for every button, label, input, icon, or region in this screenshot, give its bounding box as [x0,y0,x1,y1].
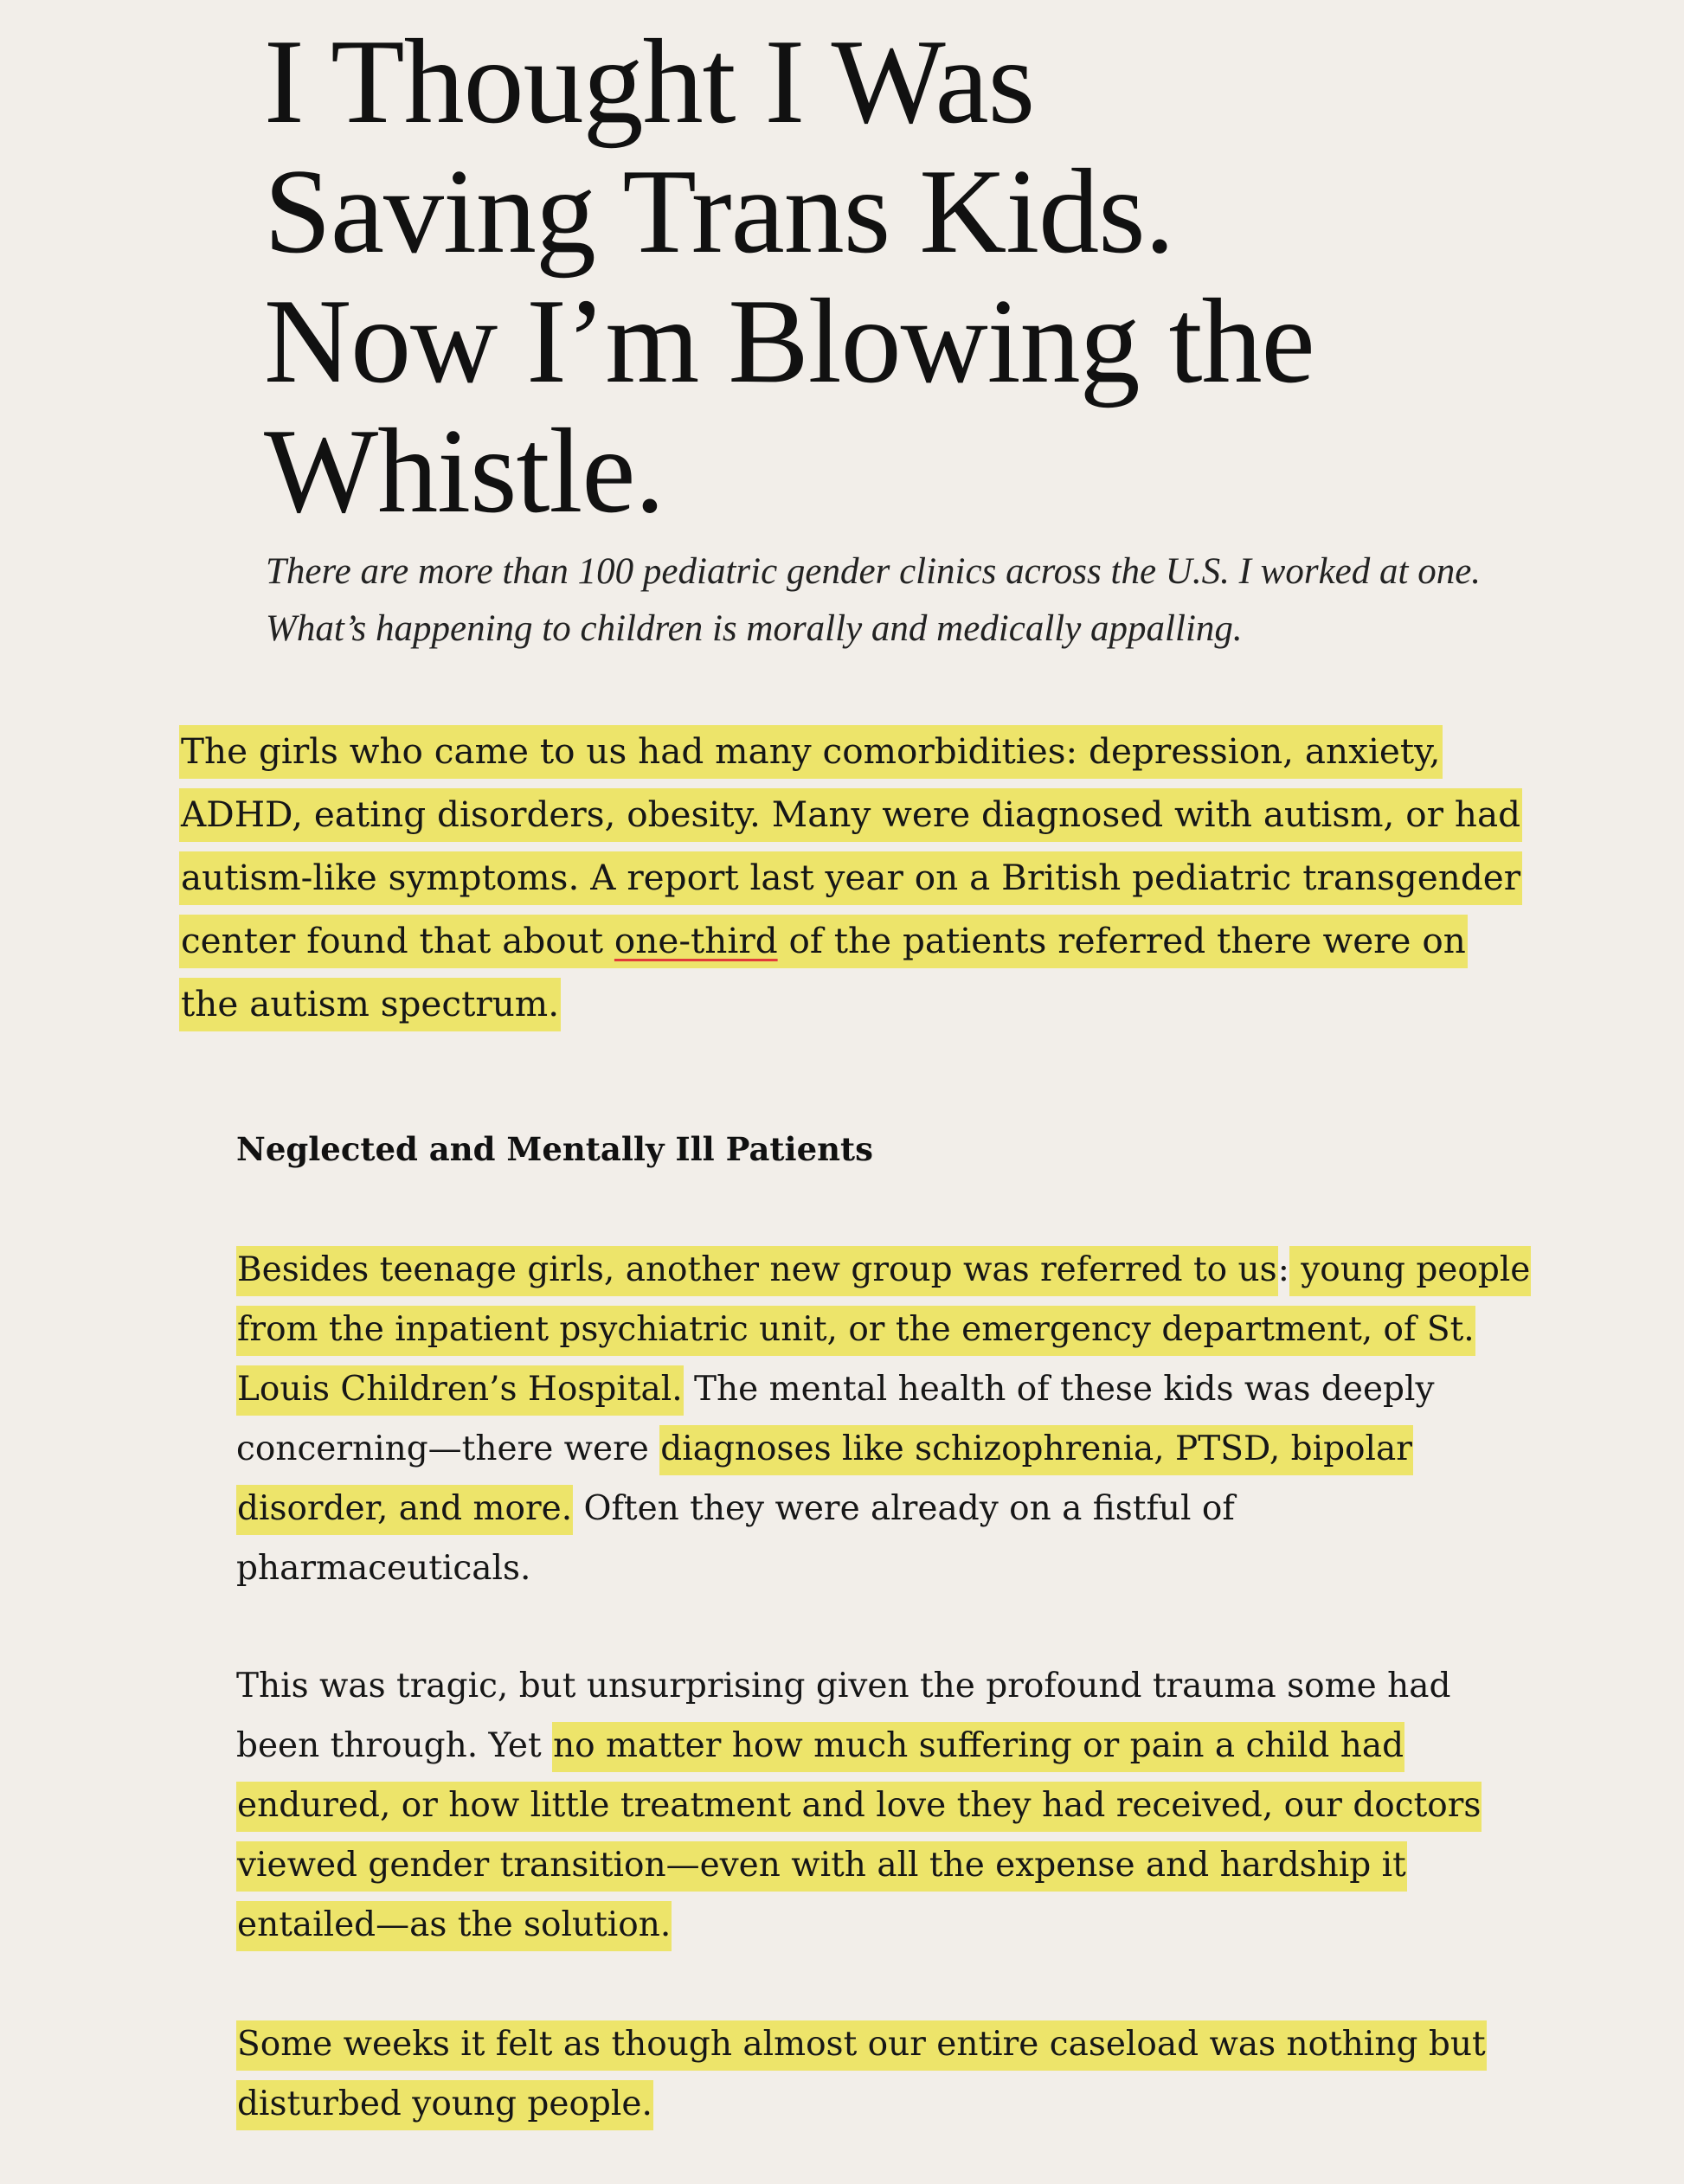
paragraph-line [236,1835,1482,1895]
text-run: center found that about [181,920,614,961]
paragraph-line [179,846,1522,909]
highlighted-text: Some weeks it felt as though almost our entire caseload was nothing but [236,2020,1487,2071]
headline-line: Now I’m Blowing the [264,274,1314,408]
paragraph-line [236,1419,1531,1479]
paragraph-line [236,2014,1487,2074]
highlighted-text [179,915,1468,968]
text-run: concerning—there were [236,1429,660,1468]
one-third-link[interactable]: one-third [614,920,778,961]
text-run: : [1277,1250,1289,1289]
text-run: Often they were already on a fistful of [573,1489,1235,1528]
headline-line: I Thought I Was [264,15,1035,149]
highlighted-text: disorder, and more. [236,1485,573,1535]
highlighted-text: Louis Children’s Hospital. [236,1365,684,1416]
highlighted-text: ADHD, eating disorders, obesity. Many were diagnosed with autism, or had [179,788,1522,842]
subheadline-line: What’s happening to children is morally and medically appalling. [266,608,1243,649]
text-run: been through. Yet [236,1726,553,1765]
highlighted-text: entailed—as the solution. [236,1901,672,1951]
highlighted-text: The girls who came to us had many comorbidities: depression, anxiety, [179,725,1443,779]
section-heading: Neglected and Mentally Ill Patients [236,1130,873,1168]
text-run: of the patients referred there were on [777,920,1466,961]
body-paragraph [236,1656,1482,1955]
highlighted-text: endured, or how little treatment and love they had received, our doctors [236,1782,1482,1832]
body-paragraph [236,1240,1531,1598]
highlighted-text: from the inpatient psychiatric unit, or the emergency department, of St. [236,1306,1475,1356]
headline-line: Whistle. [264,404,665,538]
intro-paragraph [179,720,1522,1036]
highlighted-text: disturbed young people. [236,2080,653,2130]
highlighted-text: autism-like symptoms. A report last year on a British pediatric transgender [179,851,1522,905]
text-run: The mental health of these kids was deeply [683,1370,1435,1409]
paragraph-line [236,1359,1531,1419]
paragraph-line [179,720,1522,783]
paragraph-line: pharmaceuticals. [236,1549,531,1588]
highlighted-text: no matter how much suffering or pain a child had [552,1722,1404,1772]
paragraph-line [179,973,1522,1036]
paragraph-line [179,783,1522,846]
paragraph-line [236,1300,1531,1359]
paragraph-line [236,1716,1482,1776]
paragraph-line [236,1776,1482,1835]
paragraph-line [179,909,1522,973]
highlighted-text: diagnoses like schizophrenia, PTSD, bipolar [659,1425,1413,1475]
paragraph-line [236,2074,1487,2134]
article-subheadline [266,543,1564,658]
paragraph-line [236,1479,1531,1538]
paragraph-line: This was tragic, but unsurprising given the profound trauma some had [236,1667,1451,1705]
highlighted-text: viewed gender transition—even with all the expense and hardship it [236,1841,1407,1892]
body-paragraph [236,2014,1487,2134]
highlighted-text: young people [1289,1246,1532,1296]
highlighted-text: the autism spectrum. [179,978,561,1031]
subheadline-line: There are more than 100 pediatric gender clinics across the U.S. I worked at one. [266,551,1482,592]
paragraph-line [236,1895,1482,1955]
paragraph-line [236,1240,1531,1300]
highlighted-text: Besides teenage girls, another new group was referred to us [236,1246,1278,1296]
headline-line: Saving Trans Kids. [264,145,1174,279]
article-headline [264,17,1475,536]
